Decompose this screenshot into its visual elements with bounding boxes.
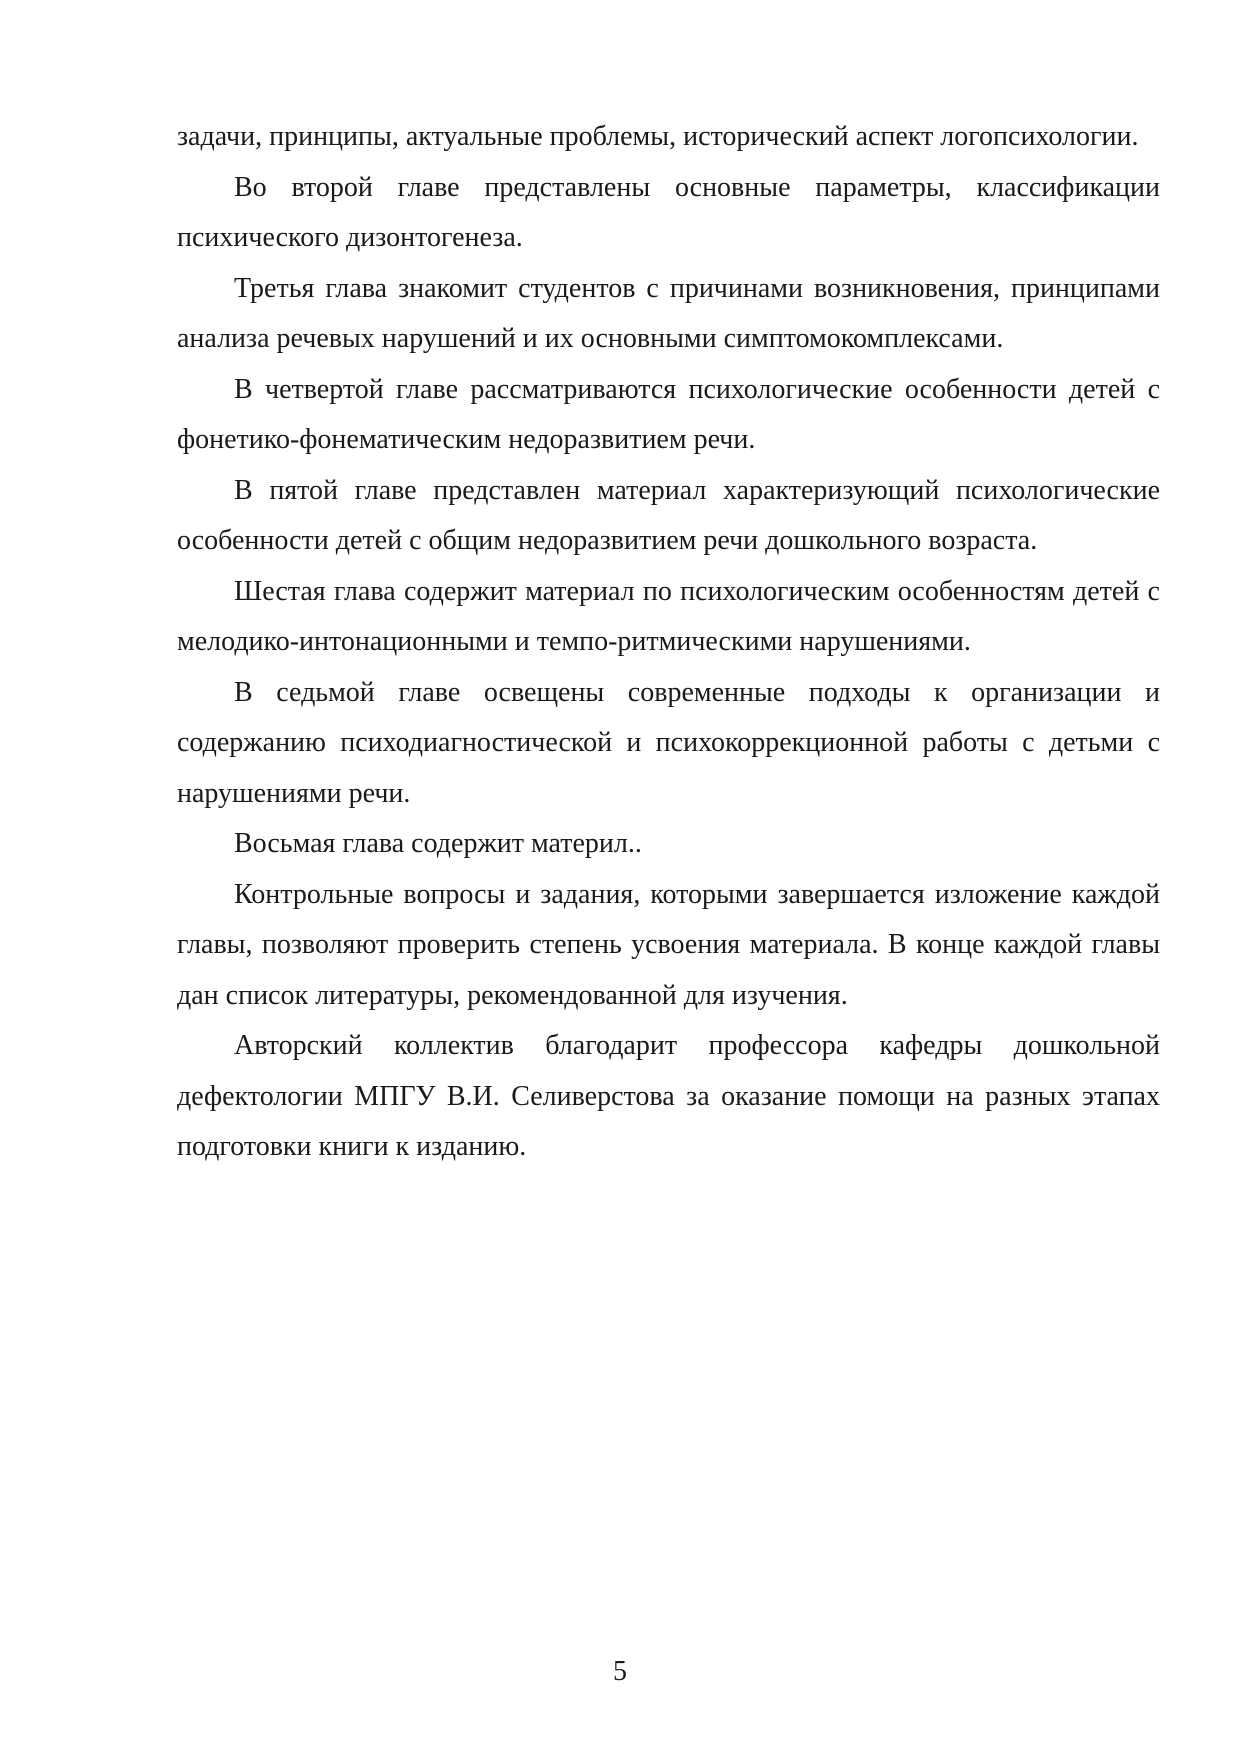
paragraph-chapter-8: Восьмая глава содержит материл.. <box>234 828 642 859</box>
paragraph-chapter-2: Во второй главе представлены основные параметры, классификации психического дизонтогенеза. <box>177 171 1160 253</box>
paragraph-chapter-3: Третья глава знакомит студентов с причинами возникновения, принципами анализа речевых нарушений и их основными симптомокомплексами. <box>177 272 1160 354</box>
paragraph-questions: Контрольные вопросы и задания, которыми завершается изложение каждой главы, позволяют проверить степень усвоения материала. В конце каждой главы дан список литературы, рекомендованной для изучения. <box>177 878 1160 1011</box>
paragraph-chapter-5: В пятой главе представлен материал характеризующий психологические особенности детей с общим недоразвитием речи дошкольного возраста. <box>177 474 1160 556</box>
paragraph-acknowledgements: Авторский коллектив благодарит профессора кафедры дошкольной дефектологии МПГУ В.И. Селиверстова за оказание помощи на разных этапах подготовки книги к изданию. <box>177 1030 1160 1162</box>
body-text <box>177 112 1160 1173</box>
paragraph-chapter-6: Шестая глава содержит материал по психологическим особенностям детей с мелодико-интонационными и темпо-ритмическими нарушениями. <box>177 575 1160 657</box>
page-number: 5 <box>613 1656 627 1687</box>
paragraph-chapter-7: В седьмой главе освещены современные подходы к организации и содержанию психодиагностической и психокоррекционной работы с детьми с нарушениями речи. <box>177 676 1160 809</box>
paragraph-continuation: задачи, принципы, актуальные проблемы, исторический аспект логопсихологии. <box>177 121 1139 152</box>
paragraph-chapter-4: В четвертой главе рассматриваются психологические особенности детей с фонетико-фонематическим недоразвитием речи. <box>177 373 1160 455</box>
